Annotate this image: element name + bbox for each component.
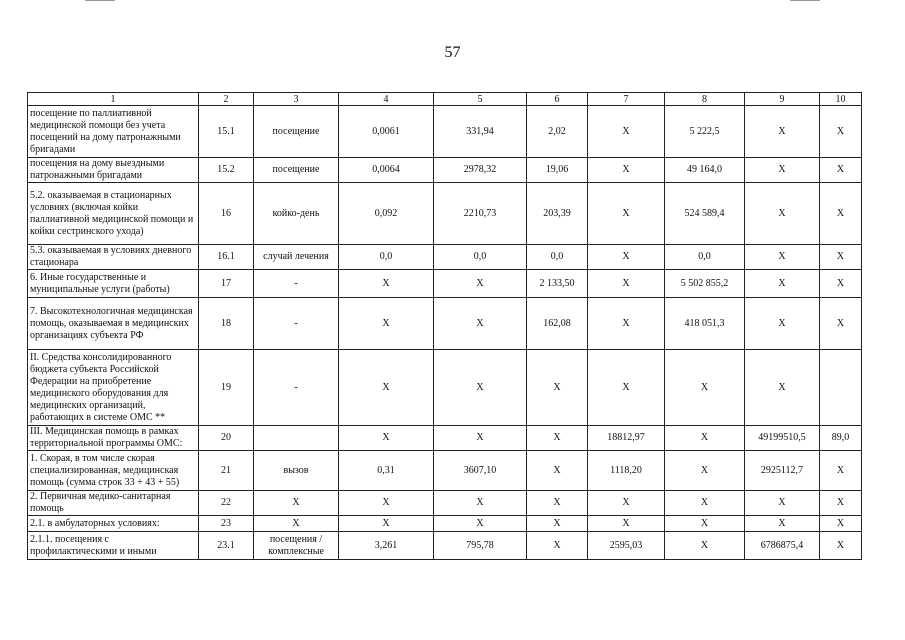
table-cell: 203,39 (527, 183, 588, 245)
table-cell: случай лечения (254, 245, 339, 270)
table-cell: вызов (254, 451, 339, 491)
table-row (28, 158, 862, 183)
table-cell: X (588, 183, 665, 245)
table-cell: 49 164,0 (665, 158, 745, 183)
table-cell: X (527, 451, 588, 491)
column-number: 8 (665, 93, 745, 106)
table-cell: X (665, 491, 745, 516)
table-cell: X (588, 245, 665, 270)
row-label: 5.2. оказываемая в стационарных условиях (включая койки паллиативной медицинской помощи и койки сестринского ухода) (28, 183, 199, 245)
table-cell: X (588, 270, 665, 298)
table-cell: X (745, 350, 820, 426)
table-cell (254, 426, 339, 451)
table-cell: 19 (199, 350, 254, 426)
table-cell: 0,092 (339, 183, 434, 245)
table-cell: 49199510,5 (745, 426, 820, 451)
row-label: 2.1. в амбулаторных условиях: (28, 516, 199, 532)
table-cell: X (527, 426, 588, 451)
table-cell: X (339, 298, 434, 350)
table-row (28, 183, 862, 245)
page-number: 57 (444, 44, 461, 61)
table-cell: 19,06 (527, 158, 588, 183)
table-cell: 2210,73 (434, 183, 527, 245)
table-row (28, 106, 862, 158)
table-cell: 418 051,3 (665, 298, 745, 350)
table-cell: X (665, 516, 745, 532)
row-label: 6. Иные государственные и муниципальные услуги (работы) (28, 270, 199, 298)
table-row (28, 532, 862, 560)
table-cell: 0,0061 (339, 106, 434, 158)
table-cell: 162,08 (527, 298, 588, 350)
table-cell: X (339, 426, 434, 451)
row-label: посещение по паллиативной медицинской помощи без учета посещений на дому патронажными бригадами (28, 106, 199, 158)
table-cell: 89,0 (820, 426, 862, 451)
table-cell: посещение (254, 158, 339, 183)
table-cell: 0,0 (527, 245, 588, 270)
table-cell: 16 (199, 183, 254, 245)
table-cell: посещение (254, 106, 339, 158)
table-cell: X (254, 516, 339, 532)
column-number-row (28, 93, 862, 106)
table-cell: 0,0 (665, 245, 745, 270)
table-cell: 20 (199, 426, 254, 451)
table-cell: X (434, 426, 527, 451)
table-cell: 18 (199, 298, 254, 350)
table-row (28, 245, 862, 270)
table-cell: X (434, 298, 527, 350)
table-cell: X (588, 350, 665, 426)
table-cell: X (339, 516, 434, 532)
table-cell: 1118,20 (588, 451, 665, 491)
table-cell: 23.1 (199, 532, 254, 560)
table-row (28, 350, 862, 426)
table-cell: 3,261 (339, 532, 434, 560)
row-label: 5.3. оказываемая в условиях дневного стационара (28, 245, 199, 270)
table-cell: X (820, 491, 862, 516)
column-number: 1 (28, 93, 199, 106)
table-cell: 6786875,4 (745, 532, 820, 560)
row-label: 2.1.1. посещения с профилактическими и иными (28, 532, 199, 560)
table-cell: X (434, 516, 527, 532)
table-cell: посещения / комплексные (254, 532, 339, 560)
table-cell: 0,0 (339, 245, 434, 270)
table-cell: 16.1 (199, 245, 254, 270)
table-cell: X (527, 491, 588, 516)
table-cell: 331,94 (434, 106, 527, 158)
table-cell: X (745, 106, 820, 158)
table-cell: X (820, 158, 862, 183)
table-cell: X (820, 106, 862, 158)
table-cell: X (820, 245, 862, 270)
table-cell: X (745, 270, 820, 298)
table-cell: 0,31 (339, 451, 434, 491)
table-cell: X (434, 491, 527, 516)
table-cell: X (745, 491, 820, 516)
row-label: 1. Скорая, в том числе скорая специализированная, медицинская помощь (сумма строк 33 + 43 + 55) (28, 451, 199, 491)
table-cell: X (434, 270, 527, 298)
row-label: 2. Первичная медико-санитарная помощь (28, 491, 199, 516)
table-row (28, 270, 862, 298)
top-edge-mark (790, 0, 820, 1)
row-label: III. Медицинская помощь в рамках территориальной программы ОМС: (28, 426, 199, 451)
column-number: 9 (745, 93, 820, 106)
table-cell: X (588, 298, 665, 350)
table-cell (820, 350, 862, 426)
table-cell: X (588, 516, 665, 532)
table-cell: X (527, 516, 588, 532)
table-row (28, 426, 862, 451)
table-cell: X (665, 350, 745, 426)
column-number: 7 (588, 93, 665, 106)
table-cell: X (527, 350, 588, 426)
table-cell: - (254, 270, 339, 298)
table-cell: X (588, 158, 665, 183)
table-cell: 3607,10 (434, 451, 527, 491)
table-cell: 524 589,4 (665, 183, 745, 245)
table-cell: X (339, 270, 434, 298)
table-cell: X (588, 106, 665, 158)
table-cell: X (254, 491, 339, 516)
table-cell: X (745, 298, 820, 350)
table-cell: X (745, 158, 820, 183)
table-row (28, 491, 862, 516)
table-cell: 2978,32 (434, 158, 527, 183)
table-cell: 15.1 (199, 106, 254, 158)
table-row (28, 516, 862, 532)
table-cell: 17 (199, 270, 254, 298)
column-number: 2 (199, 93, 254, 106)
table-cell: X (820, 183, 862, 245)
table-cell: X (820, 298, 862, 350)
table-cell: - (254, 350, 339, 426)
table-cell: 22 (199, 491, 254, 516)
table-cell: 2925112,7 (745, 451, 820, 491)
table-cell: 795,78 (434, 532, 527, 560)
row-label: посещения на дому выездными патронажными бригадами (28, 158, 199, 183)
data-table (27, 92, 862, 560)
table-cell: X (665, 532, 745, 560)
table-cell: 2595,03 (588, 532, 665, 560)
table-cell: 2,02 (527, 106, 588, 158)
table-cell: X (527, 532, 588, 560)
table-cell: 5 502 855,2 (665, 270, 745, 298)
table-cell: X (588, 491, 665, 516)
table-cell: X (665, 451, 745, 491)
table-cell: X (820, 532, 862, 560)
table-cell: X (745, 183, 820, 245)
column-number: 3 (254, 93, 339, 106)
table-cell: койко-день (254, 183, 339, 245)
table-cell: 0,0064 (339, 158, 434, 183)
table-cell: X (339, 491, 434, 516)
table-cell: X (665, 426, 745, 451)
table-row (28, 451, 862, 491)
column-number: 4 (339, 93, 434, 106)
column-number: 6 (527, 93, 588, 106)
top-edge-mark (85, 0, 115, 1)
table-cell: - (254, 298, 339, 350)
table-cell: 18812,97 (588, 426, 665, 451)
table-cell: 0,0 (434, 245, 527, 270)
column-number: 5 (434, 93, 527, 106)
table-cell: 15.2 (199, 158, 254, 183)
table-cell: X (745, 245, 820, 270)
table-cell: 2 133,50 (527, 270, 588, 298)
row-label: II. Средства консолидированного бюджета субъекта Российской Федерации на приобретение медицинского оборудования для медицинских организаций, работающих в системе ОМС ** (28, 350, 199, 426)
table-cell: X (820, 516, 862, 532)
table-cell: X (820, 451, 862, 491)
table-cell: 21 (199, 451, 254, 491)
table-cell: 23 (199, 516, 254, 532)
column-number: 10 (820, 93, 862, 106)
table-row (28, 298, 862, 350)
table-cell: X (434, 350, 527, 426)
table-cell: 5 222,5 (665, 106, 745, 158)
row-label: 7. Высокотехнологичная медицинская помощь, оказываемая в медицинских организациях субъекта РФ (28, 298, 199, 350)
table-cell: X (745, 516, 820, 532)
table-cell: X (339, 350, 434, 426)
table-cell: X (820, 270, 862, 298)
